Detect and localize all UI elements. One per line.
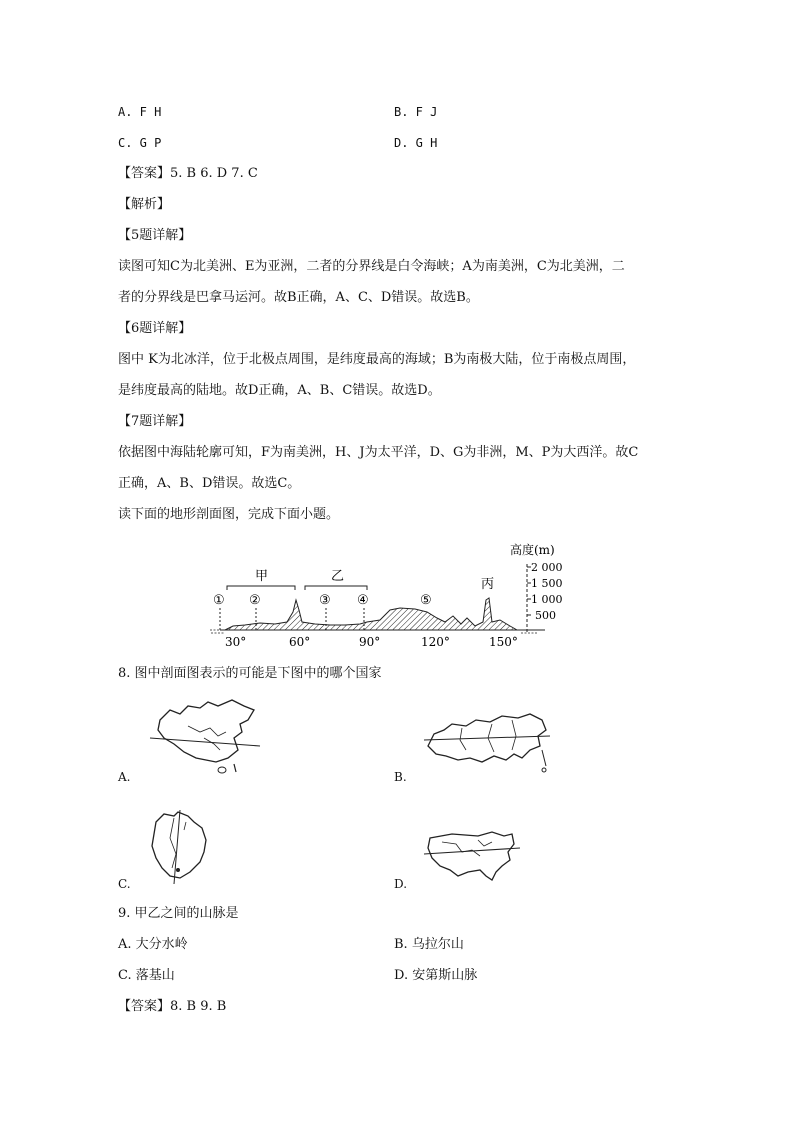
option-d: D. G H [394, 136, 438, 150]
marker-5: ⑤ [420, 593, 432, 608]
q5-line-2: 者的分界线是巴拿马运河。故B正确，A、C、D错误。故选B。 [118, 290, 479, 305]
map-label-c: C. [118, 877, 131, 891]
option-c: C. G P [118, 136, 162, 150]
q5-line-1: 读图可知C为北美洲、E为亚洲，二者的分界线是白令海峡；A为南美洲，C为北美洲，二 [118, 259, 625, 274]
ytick-1000: 1 000 [531, 593, 563, 606]
terrain-profile [205, 540, 563, 650]
option-a: A. F H [118, 105, 162, 119]
map-c-outline [144, 808, 216, 886]
map-b-russia [422, 710, 552, 778]
xtick-150: 150° [489, 635, 518, 649]
map-label-b: B. [394, 770, 407, 784]
q9-option-a: A. 大分水岭 [118, 937, 188, 952]
q9-option-b: B. 乌拉尔山 [394, 937, 464, 952]
option-b: B. F J [394, 105, 438, 119]
map-label-d: D. [394, 877, 408, 891]
terrain-shape [225, 598, 517, 630]
xtick-90: 90° [359, 635, 381, 649]
marker-4: ④ [357, 593, 369, 608]
q8-stem: 8. 图中剖面图表示的可能是下图中的哪个国家 [118, 666, 382, 681]
q9-option-d: D. 安第斯山脉 [394, 968, 478, 983]
xtick-60: 60° [289, 635, 311, 649]
q5-heading: 【5题详解】 [118, 228, 192, 243]
q7-heading: 【7题详解】 [118, 414, 192, 429]
ytick-2000: 2 000 [531, 561, 563, 574]
profile-ylabel: 高度(m) [510, 543, 555, 557]
ytick-1500: 1 500 [531, 577, 563, 590]
marker-3: ③ [319, 593, 331, 608]
q7-line-2: 正确，A、B、D错误。故选C。 [118, 476, 301, 491]
region-jia: 甲 [255, 569, 269, 584]
q9-stem: 9. 甲乙之间的山脉是 [118, 906, 239, 921]
region-bing: 丙 [481, 577, 495, 592]
q9-option-c: C. 落基山 [118, 968, 175, 983]
map-a-china [148, 698, 266, 778]
q6-line-1: 图中 K为北冰洋，位于北极点周围，是纬度最高的海域；B为南极大陆，位于南极点周围， [118, 352, 636, 367]
analysis-label: 【解析】 [118, 197, 171, 212]
answer-8-9: 【答案】8. B 9. B [118, 999, 227, 1014]
xtick-120: 120° [421, 635, 450, 649]
map-d-usa [422, 826, 522, 886]
map-label-a: A. [118, 770, 131, 784]
q7-line-1: 依据图中海陆轮廓可知，F为南美洲，H、J为太平洋，D、G为非洲，M、P为大西洋。故C [118, 445, 639, 460]
marker-2: ② [249, 593, 261, 608]
xtick-30: 30° [225, 635, 247, 649]
q6-line-2: 是纬度最高的陆地。故D正确，A、B、C错误。故选D。 [118, 383, 441, 398]
profile-intro: 读下面的地形剖面图，完成下面小题。 [118, 507, 340, 522]
marker-1: ① [213, 593, 225, 608]
ytick-500: 500 [535, 609, 556, 622]
q6-heading: 【6题详解】 [118, 321, 192, 336]
region-yi: 乙 [331, 569, 345, 584]
answer-5-7: 【答案】5. B 6. D 7. C [118, 166, 258, 181]
